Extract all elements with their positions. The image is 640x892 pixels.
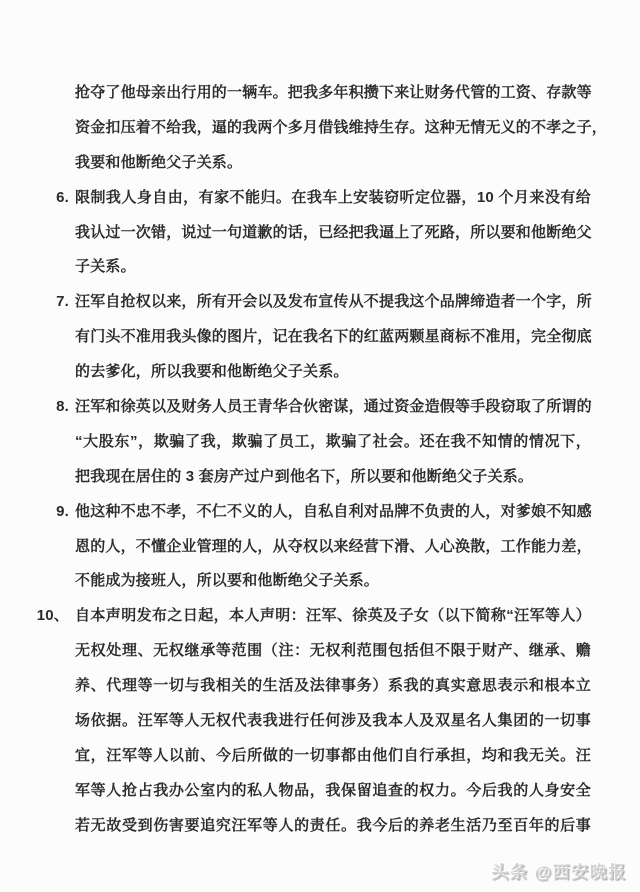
text-line: 的去爹化，所以我要和他断绝父子关系。: [75, 363, 349, 381]
item-number: 6.: [56, 188, 69, 206]
item-8: [56, 390, 592, 495]
item-7: [56, 285, 592, 390]
text-line: [56, 495, 592, 530]
text-line: 军等人抢占我办公室内的私人物品，我保留追查的权力。今后我的人身安全: [75, 781, 591, 799]
toutiao-watermark: 头条 @西安晚报: [491, 863, 627, 882]
text-line: 有门头不准用我头像的图片，记在我名下的红蓝两颗星商标不准用，完全彻底: [75, 328, 592, 346]
text-line: “大股东”，欺骗了我，欺骗了员工，欺骗了社会。还在我不知情的情况下，: [75, 432, 591, 450]
text-line: 恩的人，不懂企业管理的人，从夺权以来经营下滑、人心涣散，工作能力差，: [75, 537, 592, 555]
text-line: 无权处理、无权继承等范围（注：无权利范围包括但不限于财产、继承、赡: [75, 642, 591, 660]
item-6: [56, 181, 592, 286]
item-9: [56, 495, 592, 600]
text-line: [36, 599, 591, 634]
text-line: 场依据。汪军等人无权代表我进行任何涉及我本人及双星名人集团的一切事: [75, 712, 591, 730]
line-text: 抢夺了他母亲出行用的一辆车。把我多年积攒下来让财务代管的工资、存款等: [75, 84, 592, 101]
line-text: 自本声明发布之日起，本人声明：汪军、徐英及子女（以下简称“汪军等人）: [75, 607, 591, 625]
item-number: 9.: [56, 502, 69, 520]
line-text: 汪军自抢权以来，所有开会以及发布宣传从不提我这个品牌缔造者一个字，所: [75, 293, 592, 311]
item-5-continuation: [75, 76, 608, 181]
text-line: [56, 285, 592, 320]
text-line: 子关系。: [75, 258, 136, 276]
text-line: 养、代理等一切与我相关的生活及法律事务）系我的真实意思表示和根本立: [75, 677, 591, 695]
text-line: 若无故受到伤害要追究汪军等人的责任。我今后的养老生活乃至百年的后事: [75, 816, 591, 834]
line-text: 汪军和徐英以及财务人员王青华合伙密谋，通过资金造假等手段窃取了所谓的: [75, 398, 592, 416]
item-number: 8.: [56, 398, 69, 416]
text-line: 不能成为接班人，所以要和他断绝父子关系。: [75, 572, 380, 590]
text-line: 我认过一次错，说过一句道歉的话，已经把我逼上了死路，所以要和他断绝父: [75, 223, 592, 241]
line-text: 限制我人身自由，有家不能归。在我车上安装窃听定位器，10 个月来没有给: [75, 188, 591, 206]
item-10: [36, 599, 591, 843]
text-line: 资金扣压着不给我，逼的我两个多月借钱维持生存。这种无情无义的不孝之子，: [75, 118, 608, 136]
text-line: 我要和他断绝父子关系。: [75, 153, 243, 171]
item-number: 7.: [56, 293, 69, 311]
text-line: 宜，汪军等人以前、今后所做的一切事都由他们自行承担，均和我无关。汪: [75, 746, 591, 764]
text-line: [75, 76, 591, 111]
declaration-document: [36, 76, 608, 844]
line-text: 他这种不忠不孝，不仁不义的人，自私自利对品牌不负责的人，对爹娘不知感: [75, 502, 592, 520]
text-line: 把我现在居住的 3 套房产过户到他名下，所以要和他断绝父子关系。: [75, 467, 534, 485]
item-number: 10、: [36, 607, 69, 625]
text-line: [56, 390, 592, 425]
text-line: [56, 181, 591, 216]
